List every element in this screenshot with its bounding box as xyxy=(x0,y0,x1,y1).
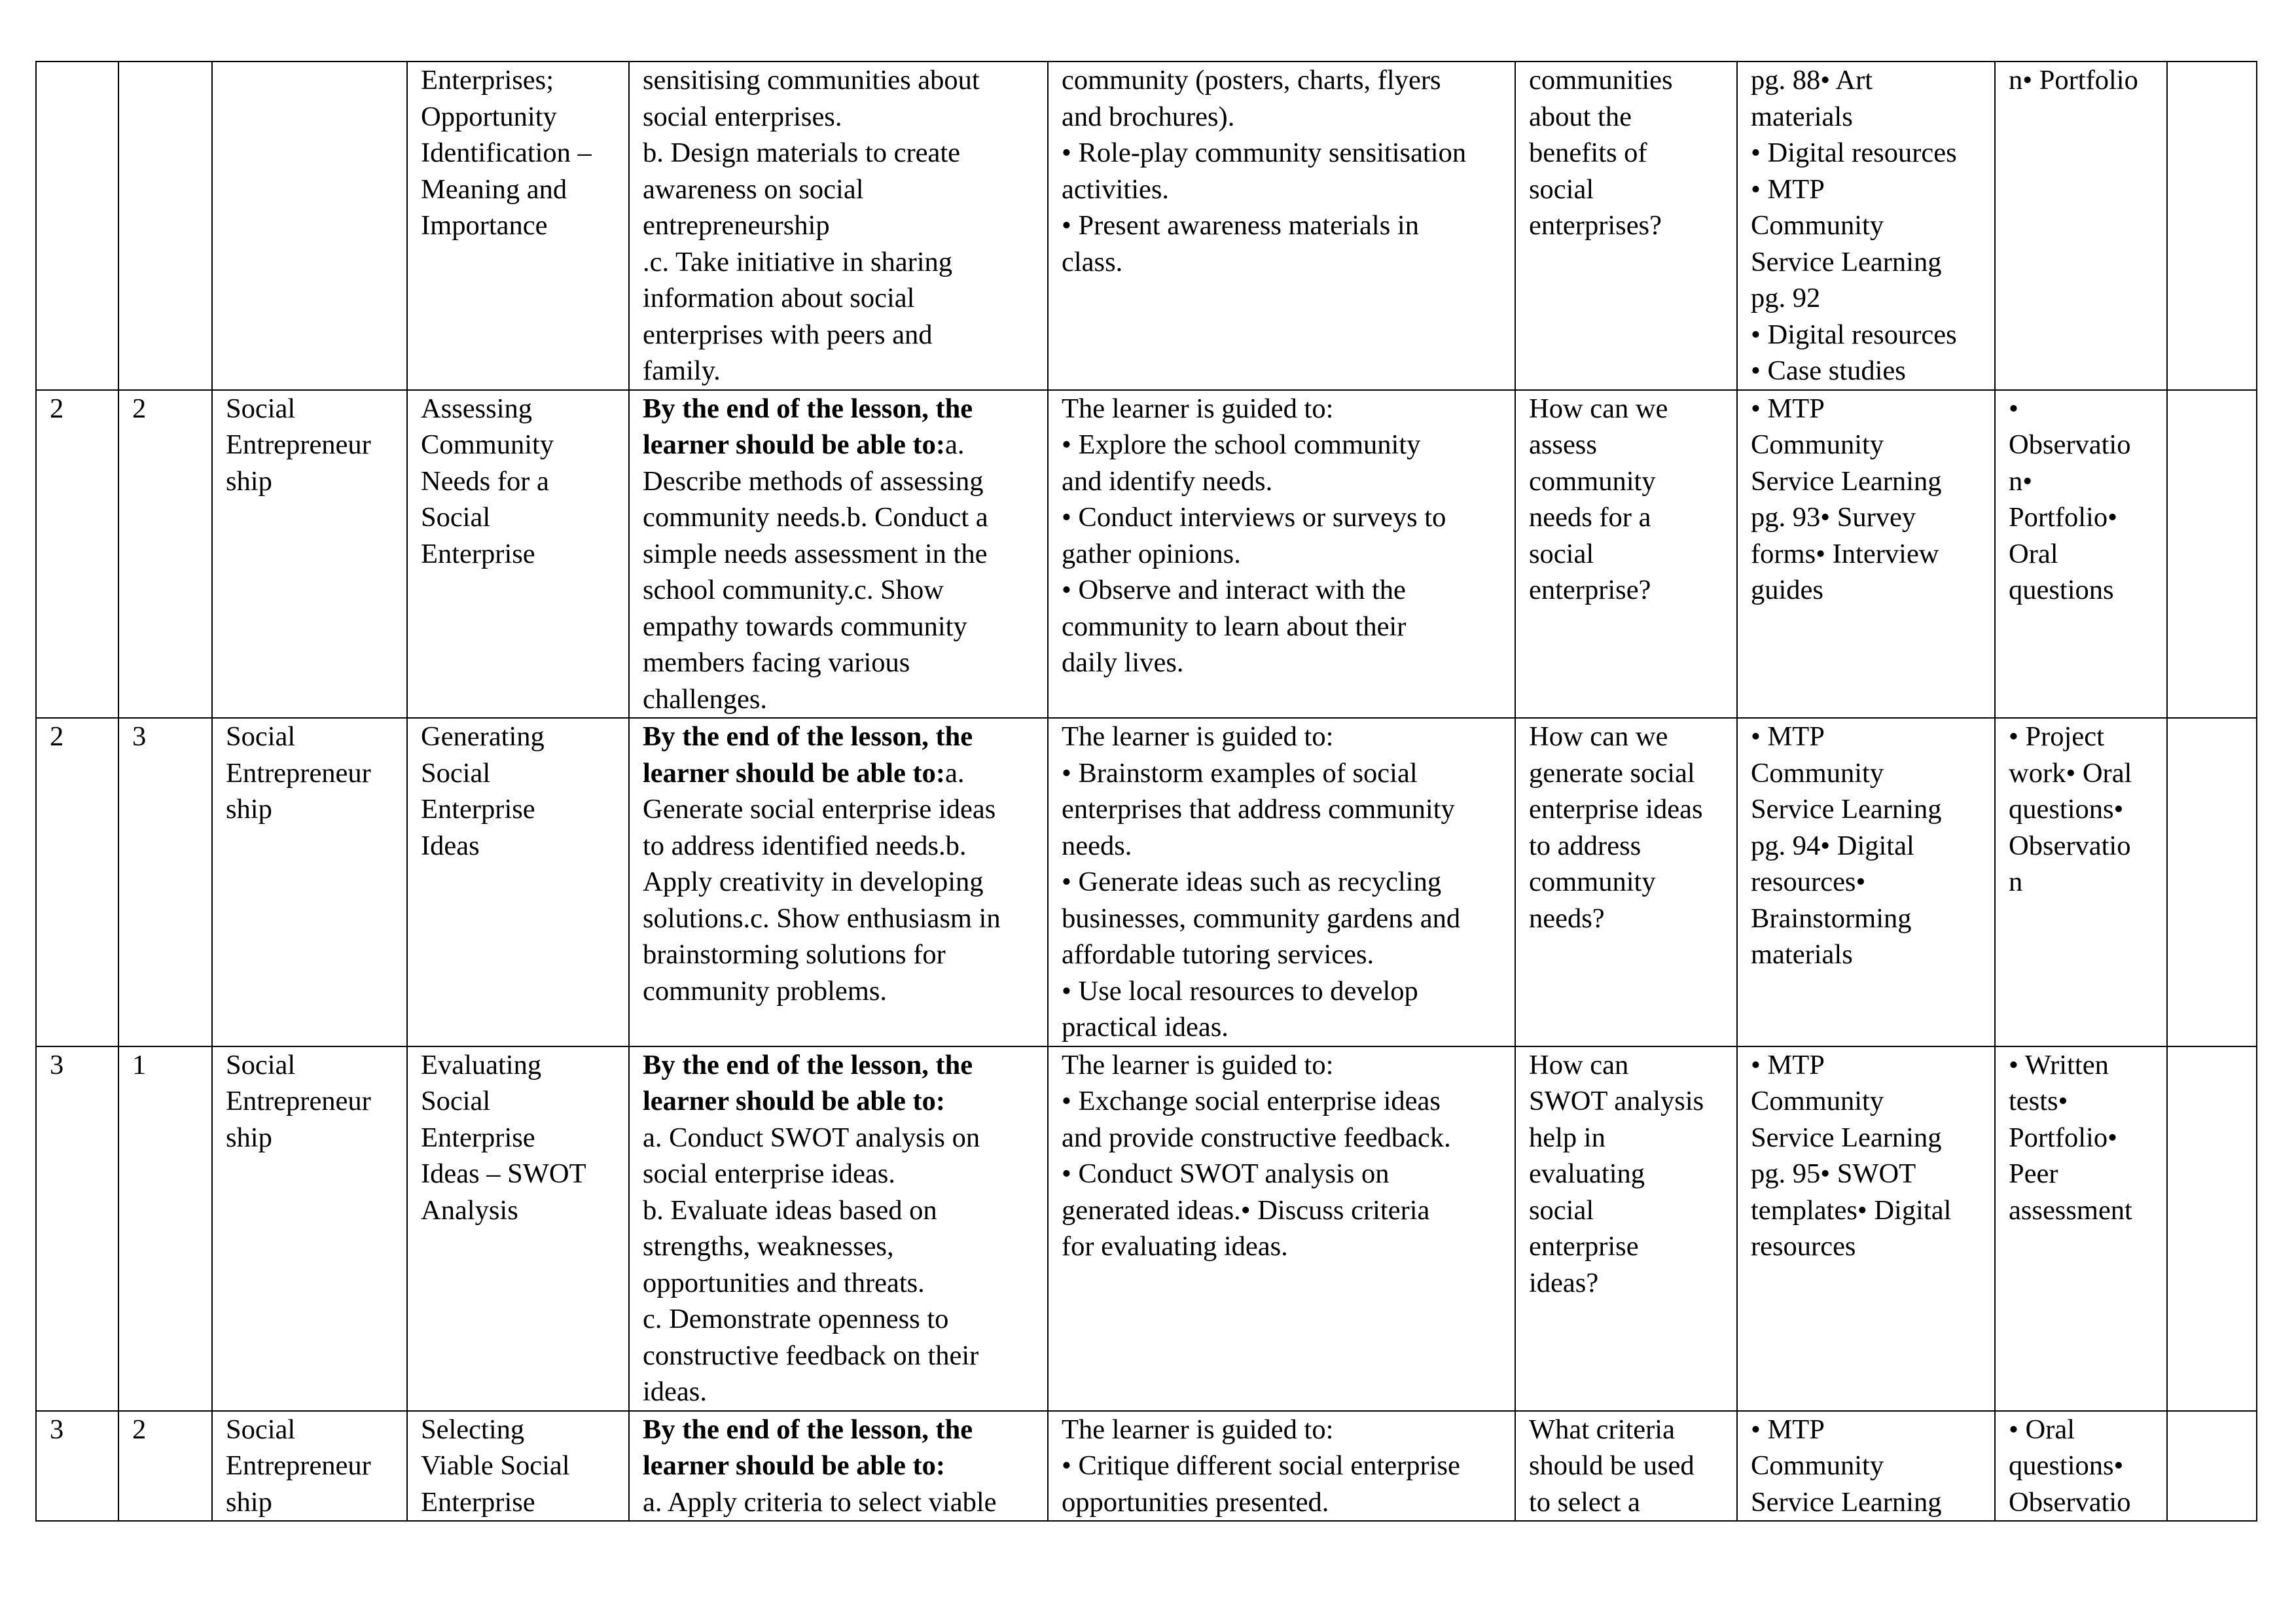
outcome-text: .c. Take initiative in sharing xyxy=(643,246,953,277)
text-line: • Generate ideas such as recycling xyxy=(1062,866,1442,897)
text-line: Social xyxy=(226,721,296,752)
lesson-cell: 2 xyxy=(118,390,212,719)
text-line: community (posters, charts, flyers xyxy=(1062,65,1441,96)
text-line: Opportunity xyxy=(421,101,557,132)
outcome-text: a. Apply criteria to select viable xyxy=(643,1486,997,1518)
text-line: Generating xyxy=(421,721,545,752)
text-line: evaluating xyxy=(1529,1158,1645,1189)
text-line: The learner is guided to: xyxy=(1062,1414,1334,1445)
text-line: Service Learning xyxy=(1751,246,1942,277)
text-line: affordable tutoring services. xyxy=(1062,939,1374,970)
text-line: Enterprise xyxy=(421,1122,535,1153)
text-line: social xyxy=(1529,1194,1594,1226)
week-cell xyxy=(36,62,118,390)
text-line: • Use local resources to develop xyxy=(1062,975,1418,1007)
text-line: community xyxy=(1529,866,1656,897)
text-line: class. xyxy=(1062,246,1123,277)
outcome-heading-text: By the end of the lesson, the xyxy=(643,721,973,752)
text-line: Peer xyxy=(2009,1158,2058,1189)
text-line: The learner is guided to: xyxy=(1062,393,1334,424)
week-cell: 3 xyxy=(36,1046,118,1411)
outcome-line xyxy=(643,1412,1047,1448)
text-line: Entrepreneur xyxy=(226,1450,371,1481)
text-line: forms• Interview xyxy=(1751,538,1939,569)
text-line: How can we xyxy=(1529,721,1668,752)
outcome-text: challenges. xyxy=(643,683,767,715)
text-line: n xyxy=(2009,866,2023,897)
text-line: The learner is guided to: xyxy=(1062,1049,1334,1080)
outcome-text: school community.c. Show xyxy=(643,575,944,605)
outcome-text: social enterprise ideas. xyxy=(643,1158,895,1189)
text-line: and provide constructive feedback. xyxy=(1062,1122,1451,1153)
text-line: to select a xyxy=(1529,1486,1640,1518)
text-line: needs. xyxy=(1062,830,1132,861)
strand-cell xyxy=(212,390,407,719)
outcome-line xyxy=(643,1301,1047,1338)
text-line: • Explore the school community xyxy=(1062,429,1421,460)
text-line: tests• xyxy=(2009,1086,2068,1116)
text-line: businesses, community gardens and xyxy=(1062,902,1461,934)
text-line: about the xyxy=(1529,101,1632,132)
remarks-cell xyxy=(2167,390,2257,719)
outcome-line xyxy=(643,681,1047,718)
learning-resources-cell xyxy=(1737,1046,1995,1411)
learning-experiences-cell xyxy=(1048,718,1515,1046)
text-line: Observatio xyxy=(2009,1486,2131,1518)
outcome-text: b. Design materials to create xyxy=(643,137,961,168)
outcome-text: simple needs assessment in the xyxy=(643,538,988,569)
outcome-heading-text: learner should be able to: xyxy=(643,757,946,789)
text-line: • Conduct interviews or surveys to xyxy=(1062,502,1446,533)
lesson-cell: 2 xyxy=(118,1411,212,1522)
outcome-line xyxy=(643,62,1047,99)
outcome-heading-text: learner should be able to: xyxy=(643,429,946,460)
learning-outcomes-cell xyxy=(629,1046,1048,1411)
table-row xyxy=(36,390,2257,719)
strand-cell xyxy=(212,718,407,1046)
strand-cell xyxy=(212,1411,407,1522)
outcome-line xyxy=(643,391,1047,427)
outcome-line xyxy=(643,973,1047,1010)
text-line: • xyxy=(2009,393,2018,424)
text-line: Community xyxy=(1751,1450,1884,1481)
text-line: Community xyxy=(1751,757,1884,789)
outcome-text: ideas. xyxy=(643,1376,707,1407)
outcome-line xyxy=(643,1228,1047,1265)
remarks-cell xyxy=(2167,1046,2257,1411)
outcome-line xyxy=(643,828,1047,865)
text-line: • Observe and interact with the xyxy=(1062,575,1406,605)
outcome-text: c. Demonstrate openness to xyxy=(643,1304,949,1334)
sub-strand-cell xyxy=(407,1411,629,1522)
outcome-line xyxy=(643,353,1047,389)
text-line: work• Oral xyxy=(2009,757,2132,789)
text-line: Social xyxy=(421,502,491,533)
text-line: • Written xyxy=(2009,1049,2109,1080)
text-line: Ideas xyxy=(421,830,480,861)
table-row xyxy=(36,718,2257,1046)
outcome-text: opportunities and threats. xyxy=(643,1267,925,1298)
outcome-item-marker: a. xyxy=(945,757,965,789)
outcome-line xyxy=(643,427,1047,463)
outcome-line xyxy=(643,1047,1047,1084)
outcome-line xyxy=(643,1448,1047,1484)
text-line: Service Learning xyxy=(1751,794,1942,825)
outcome-line xyxy=(643,135,1047,171)
remarks-cell xyxy=(2167,718,2257,1046)
assessment-cell xyxy=(1995,718,2167,1046)
strand-cell xyxy=(212,62,407,390)
outcome-text: to address identified needs.b. xyxy=(643,830,967,861)
outcome-line xyxy=(643,317,1047,353)
outcome-line xyxy=(643,791,1047,828)
text-line: Social xyxy=(226,1414,296,1445)
text-line: gather opinions. xyxy=(1062,538,1241,569)
outcome-line xyxy=(643,244,1047,281)
learning-experiences-cell xyxy=(1048,390,1515,719)
text-line: • Present awareness materials in xyxy=(1062,210,1419,241)
text-line: • MTP xyxy=(1751,393,1825,424)
text-line: Observatio xyxy=(2009,429,2131,460)
outcome-text: Describe methods of assessing xyxy=(643,465,984,497)
scheme-of-work-table xyxy=(35,61,2257,1522)
text-line: Identification – xyxy=(421,137,592,168)
outcome-heading-text: By the end of the lesson, the xyxy=(643,393,973,424)
text-line: n• xyxy=(2009,465,2033,497)
outcome-heading-text: By the end of the lesson, the xyxy=(643,1049,973,1080)
text-line: • Brainstorm examples of social xyxy=(1062,757,1418,789)
text-line: Entrepreneur xyxy=(226,429,371,460)
text-line: and brochures). xyxy=(1062,101,1235,132)
outcome-text: sensitising communities about xyxy=(643,65,980,96)
text-line: Observatio xyxy=(2009,830,2131,861)
outcome-line xyxy=(643,1338,1047,1374)
text-line: community xyxy=(1529,465,1656,497)
learning-outcomes-cell xyxy=(629,390,1048,719)
sub-strand-cell xyxy=(407,1046,629,1411)
text-line: Social xyxy=(421,1086,491,1116)
text-line: Enterprise xyxy=(421,538,535,569)
text-line: • MTP xyxy=(1751,1414,1825,1445)
text-line: Community xyxy=(1751,210,1884,241)
outcome-text: awareness on social xyxy=(643,173,864,205)
text-line: resources xyxy=(1751,1231,1856,1262)
text-line: communities xyxy=(1529,65,1673,96)
outcome-text: b. Evaluate ideas based on xyxy=(643,1194,937,1226)
text-line: assessment xyxy=(2009,1194,2132,1226)
key-inquiry-question-cell xyxy=(1515,1046,1737,1411)
text-line: ideas? xyxy=(1529,1267,1599,1298)
outcome-text: brainstorming solutions for xyxy=(643,939,946,970)
text-line: resources• xyxy=(1751,866,1866,897)
text-line: to address xyxy=(1529,830,1641,861)
text-line: Enterprise xyxy=(421,794,535,825)
outcome-line xyxy=(643,499,1047,536)
week-cell: 2 xyxy=(36,390,118,719)
outcome-line xyxy=(643,572,1047,609)
assessment-cell xyxy=(1995,1411,2167,1522)
learning-outcomes-cell xyxy=(629,62,1048,390)
text-line: materials xyxy=(1751,101,1853,132)
text-line: and identify needs. xyxy=(1062,465,1273,497)
text-line: • Oral xyxy=(2009,1414,2075,1445)
outcome-text: strengths, weaknesses, xyxy=(643,1231,894,1262)
text-line: pg. 94• Digital xyxy=(1751,830,1914,861)
outcome-heading-text: learner should be able to: xyxy=(643,1086,946,1116)
outcome-text: empathy towards community xyxy=(643,611,967,642)
text-line: enterprise ideas xyxy=(1529,794,1703,825)
outcome-text: information about social xyxy=(643,283,915,313)
text-line: enterprises? xyxy=(1529,210,1662,241)
text-line: Evaluating xyxy=(421,1049,542,1080)
remarks-cell xyxy=(2167,62,2257,390)
learning-resources-cell xyxy=(1737,1411,1995,1522)
text-line: help in xyxy=(1529,1122,1605,1153)
text-line: Needs for a xyxy=(421,465,549,497)
outcome-line xyxy=(643,280,1047,317)
learning-resources-cell xyxy=(1737,62,1995,390)
text-line: • Digital resources xyxy=(1751,137,1957,168)
text-line: Portfolio• xyxy=(2009,502,2117,533)
text-line: Community xyxy=(421,429,554,460)
text-line: needs for a xyxy=(1529,502,1651,533)
outcome-heading-text: learner should be able to: xyxy=(643,1450,946,1481)
text-line: questions• xyxy=(2009,1450,2124,1481)
outcome-line xyxy=(643,609,1047,645)
assessment-cell xyxy=(1995,390,2167,719)
learning-outcomes-cell xyxy=(629,718,1048,1046)
table-row xyxy=(36,1046,2257,1411)
text-line: ship xyxy=(226,1486,272,1518)
outcome-line xyxy=(643,1083,1047,1120)
text-line: Social xyxy=(421,757,491,789)
text-line: • MTP xyxy=(1751,1049,1825,1080)
text-line: Oral xyxy=(2009,538,2058,569)
text-line: daily lives. xyxy=(1062,647,1184,678)
text-line: community to learn about their xyxy=(1062,611,1407,642)
outcome-line xyxy=(643,207,1047,244)
text-line: Selecting xyxy=(421,1414,525,1445)
text-line: Ideas – SWOT xyxy=(421,1158,586,1189)
text-line: Service Learning xyxy=(1751,465,1942,497)
text-line: activities. xyxy=(1062,173,1170,205)
outcome-line xyxy=(643,463,1047,500)
outcome-line xyxy=(643,901,1047,937)
outcome-line xyxy=(643,864,1047,901)
text-line: Portfolio• xyxy=(2009,1122,2117,1153)
outcome-text: a. Conduct SWOT analysis on xyxy=(643,1122,980,1153)
text-line: generate social xyxy=(1529,757,1695,789)
table-body xyxy=(36,62,2257,1521)
text-line: Viable Social xyxy=(421,1450,570,1481)
outcome-line xyxy=(643,1265,1047,1302)
text-line: • Critique different social enterprise xyxy=(1062,1450,1460,1481)
text-line: templates• Digital xyxy=(1751,1194,1952,1226)
text-line: social xyxy=(1529,538,1594,569)
text-line: ship xyxy=(226,794,272,825)
text-line: Social xyxy=(226,393,296,424)
text-line: • MTP xyxy=(1751,173,1825,205)
learning-resources-cell xyxy=(1737,390,1995,719)
lesson-cell xyxy=(118,62,212,390)
outcome-line xyxy=(643,1484,1047,1521)
text-line: • Case studies xyxy=(1751,355,1906,386)
text-line: questions xyxy=(2009,575,2114,605)
assessment-cell xyxy=(1995,62,2167,390)
strand-cell xyxy=(212,1046,407,1411)
text-line: The learner is guided to: xyxy=(1062,721,1334,752)
learning-resources-cell xyxy=(1737,718,1995,1046)
text-line: How can we xyxy=(1529,393,1668,424)
text-line: ship xyxy=(226,1122,272,1153)
text-line: ship xyxy=(226,465,272,497)
text-line: social xyxy=(1529,173,1594,205)
outcome-line xyxy=(643,536,1047,573)
text-line: pg. 93• Survey xyxy=(1751,502,1916,533)
text-line: should be used xyxy=(1529,1450,1695,1481)
text-line: for evaluating ideas. xyxy=(1062,1231,1288,1262)
lesson-cell: 3 xyxy=(118,718,212,1046)
key-inquiry-question-cell xyxy=(1515,390,1737,719)
outcome-item-marker: a. xyxy=(945,429,965,460)
outcome-text: entrepreneurship xyxy=(643,210,830,241)
text-line: • Digital resources xyxy=(1751,319,1957,350)
key-inquiry-question-cell xyxy=(1515,718,1737,1046)
text-line: Social xyxy=(226,1049,296,1080)
outcome-text: solutions.c. Show enthusiasm in xyxy=(643,902,1001,934)
outcome-line xyxy=(643,1156,1047,1192)
text-line: What criteria xyxy=(1529,1414,1675,1445)
text-line: needs? xyxy=(1529,902,1605,934)
outcome-text: Apply creativity in developing xyxy=(643,866,984,897)
learning-outcomes-cell xyxy=(629,1411,1048,1522)
outcome-text: social enterprises. xyxy=(643,101,842,132)
text-line: • Conduct SWOT analysis on xyxy=(1062,1158,1390,1189)
text-line: materials xyxy=(1751,939,1853,970)
text-line: enterprises that address community xyxy=(1062,794,1455,825)
outcome-line xyxy=(643,936,1047,973)
text-line: • Exchange social enterprise ideas xyxy=(1062,1086,1441,1116)
text-line: generated ideas.• Discuss criteria xyxy=(1062,1194,1430,1226)
text-line: Community xyxy=(1751,1086,1884,1116)
text-line: • MTP xyxy=(1751,721,1825,752)
outcome-text: Generate social enterprise ideas xyxy=(643,794,996,825)
text-line: Enterprise xyxy=(421,1486,535,1518)
text-line: guides xyxy=(1751,575,1823,605)
key-inquiry-question-cell xyxy=(1515,1411,1737,1522)
learning-experiences-cell xyxy=(1048,1046,1515,1411)
text-line: pg. 92 xyxy=(1751,283,1821,313)
week-cell: 2 xyxy=(36,718,118,1046)
remarks-cell xyxy=(2167,1411,2257,1522)
outcome-text: constructive feedback on their xyxy=(643,1340,979,1371)
text-line: Assessing xyxy=(421,393,533,424)
table-row xyxy=(36,1411,2257,1522)
text-line: n• Portfolio xyxy=(2009,65,2138,96)
outcome-text: community problems. xyxy=(643,975,888,1007)
outcome-line xyxy=(643,1374,1047,1410)
text-line: • Project xyxy=(2009,721,2104,752)
text-line: benefits of xyxy=(1529,137,1647,168)
text-line: How can xyxy=(1529,1049,1629,1080)
sub-strand-cell xyxy=(407,390,629,719)
assessment-cell xyxy=(1995,1046,2167,1411)
key-inquiry-question-cell xyxy=(1515,62,1737,390)
text-line: Service Learning xyxy=(1751,1486,1942,1518)
outcome-line xyxy=(643,755,1047,792)
week-cell: 3 xyxy=(36,1411,118,1522)
outcome-line xyxy=(643,645,1047,681)
outcome-text: family. xyxy=(643,355,721,386)
sub-strand-cell xyxy=(407,62,629,390)
text-line: questions• xyxy=(2009,794,2124,825)
outcome-line xyxy=(643,1120,1047,1156)
text-line: Brainstorming xyxy=(1751,902,1912,934)
outcome-text: enterprises with peers and xyxy=(643,319,933,350)
outcome-text: members facing various xyxy=(643,647,910,678)
outcome-line xyxy=(643,99,1047,135)
text-line: pg. 88• Art xyxy=(1751,65,1873,96)
text-line: assess xyxy=(1529,429,1597,460)
text-line: • Role-play community sensitisation xyxy=(1062,137,1467,168)
outcome-line xyxy=(643,171,1047,208)
outcome-line xyxy=(643,1192,1047,1229)
lesson-cell: 1 xyxy=(118,1046,212,1411)
outcome-heading-text: By the end of the lesson, the xyxy=(643,1414,973,1445)
sub-strand-cell xyxy=(407,718,629,1046)
text-line: Meaning and xyxy=(421,173,567,205)
text-line: Enterprises; xyxy=(421,65,554,96)
outcome-line xyxy=(643,719,1047,755)
text-line: Entrepreneur xyxy=(226,1086,371,1116)
text-line: Service Learning xyxy=(1751,1122,1942,1153)
learning-experiences-cell xyxy=(1048,62,1515,390)
text-line: enterprise? xyxy=(1529,575,1651,605)
table-row xyxy=(36,62,2257,390)
text-line: opportunities presented. xyxy=(1062,1486,1329,1518)
learning-experiences-cell xyxy=(1048,1411,1515,1522)
text-line: Entrepreneur xyxy=(226,757,371,789)
text-line: practical ideas. xyxy=(1062,1012,1229,1043)
text-line: pg. 95• SWOT xyxy=(1751,1158,1916,1189)
outcome-text: community needs.b. Conduct a xyxy=(643,502,988,533)
text-line: enterprise xyxy=(1529,1231,1639,1262)
text-line: Importance xyxy=(421,210,548,241)
text-line: Analysis xyxy=(421,1194,518,1226)
text-line: SWOT analysis xyxy=(1529,1086,1704,1116)
text-line: Community xyxy=(1751,429,1884,460)
